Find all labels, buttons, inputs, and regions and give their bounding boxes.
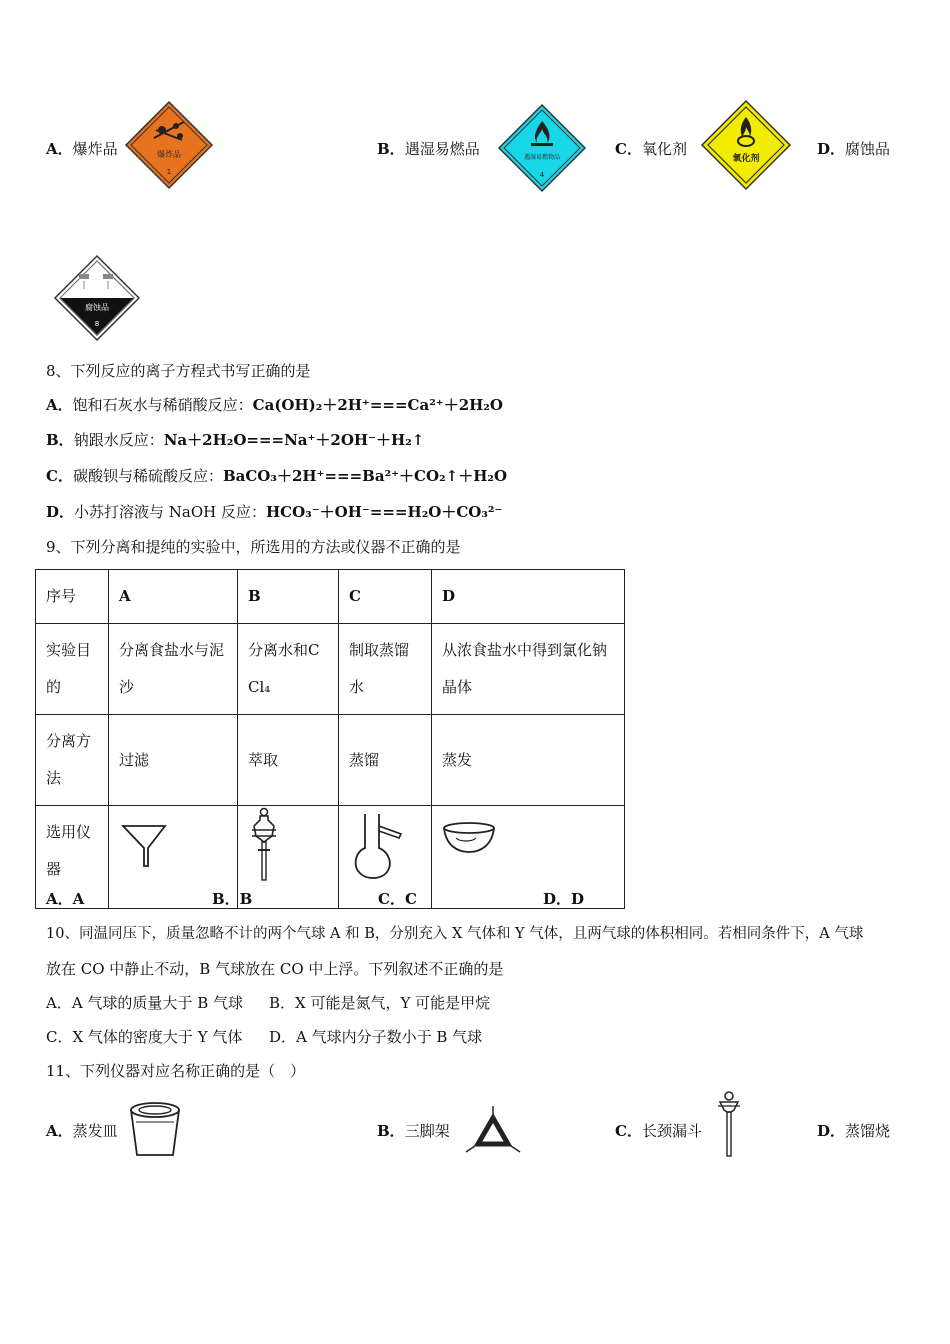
- option-text: 蒸发皿: [72, 1122, 118, 1140]
- option-equation: Ca(OH)₂＋2H⁺===Ca²⁺＋2H₂O: [252, 396, 503, 414]
- flammable-when-wet-sign-icon: [497, 103, 587, 193]
- table-cell: [238, 806, 339, 909]
- option-label: 碳酸钡与稀硫酸反应：: [72, 467, 223, 485]
- header-cell: B: [238, 570, 339, 624]
- option-text: 遇湿易燃品: [404, 140, 480, 158]
- option-text: 氧化剂: [641, 140, 687, 158]
- q10-option-d[interactable]: D．A 气球内分子数小于 B 气球: [269, 1028, 483, 1046]
- row-label: 分离方法: [36, 715, 109, 806]
- sign-number: 1: [166, 168, 172, 176]
- q8-stem: 8、下列反应的离子方程式书写正确的是: [46, 362, 311, 380]
- long-funnel-icon: [714, 1090, 744, 1160]
- q8-option-a[interactable]: [46, 394, 503, 415]
- table-cell: 蒸馏: [339, 715, 432, 806]
- sign-label: 爆炸品: [157, 150, 181, 159]
- table-cell: 分离食盐水与泥沙: [109, 624, 238, 715]
- table-cell: 过滤: [109, 715, 238, 806]
- q11-option-d[interactable]: [817, 1120, 890, 1141]
- row-label: 实验目的: [36, 624, 109, 715]
- sign-label: 遇湿易燃物品: [523, 154, 561, 161]
- q9-answer-d[interactable]: D．D: [543, 890, 585, 908]
- table-cell: 制取蒸馏水: [339, 624, 432, 715]
- option-text: 三脚架: [404, 1122, 450, 1140]
- q7-option-b[interactable]: [377, 138, 480, 159]
- q10-option-a[interactable]: A．A 气球的质量大于 B 气球: [46, 994, 243, 1012]
- header-cell: 序号: [36, 570, 109, 624]
- q9-stem: 9、下列分离和提纯的实验中，所选用的方法或仪器不正确的是: [46, 538, 461, 556]
- table-cell: [432, 806, 625, 909]
- sign-label: 腐蚀品: [85, 303, 109, 312]
- crucible-icon: [128, 1100, 182, 1160]
- header-cell: C: [339, 570, 432, 624]
- header-cell: D: [432, 570, 625, 624]
- option-text: 长颈漏斗: [641, 1122, 702, 1140]
- table-row: [36, 806, 625, 909]
- distilling-flask-icon: [349, 810, 409, 882]
- table-row: [36, 570, 625, 624]
- q8-option-d[interactable]: [46, 501, 502, 522]
- option-label: 饱和石灰水与稀硝酸反应：: [72, 396, 253, 414]
- separatory-funnel-icon: [248, 806, 288, 886]
- option-letter: C．: [615, 1122, 642, 1140]
- oxidizer-sign-icon: [700, 99, 792, 191]
- header-cell: A: [109, 570, 238, 624]
- table-cell: 从浓食盐水中得到氯化钠晶体: [432, 624, 625, 715]
- q7-option-d[interactable]: [817, 138, 890, 159]
- clay-triangle-icon: [464, 1104, 522, 1156]
- option-label: 小苏打溶液与 NaOH 反应：: [74, 503, 266, 521]
- evaporating-dish-icon: [442, 814, 502, 864]
- option-letter: A．: [46, 140, 73, 158]
- q11-option-a[interactable]: [46, 1120, 118, 1141]
- corrosive-sign-icon: [53, 254, 141, 342]
- funnel-icon: [119, 814, 169, 874]
- option-letter: A．: [46, 396, 73, 414]
- option-letter: B．: [377, 1122, 405, 1140]
- table-row: [36, 715, 625, 806]
- q10-stem-line2: 放在 CO 中静止不动，B 气球放在 CO 中上浮。下列叙述不正确的是: [46, 960, 504, 978]
- table-cell: 蒸发: [432, 715, 625, 806]
- q9-answer-a[interactable]: A．A: [46, 890, 85, 908]
- option-text: 腐蚀品: [845, 140, 891, 158]
- q10-stem-line1: 10、同温同压下，质量忽略不计的两个气球 A 和 B，分别充入 X 气体和 Y 气体，且两气球的体积相同。若相同条件下，A 气球: [46, 926, 864, 942]
- q9-answer-c[interactable]: C．C: [378, 890, 417, 908]
- q7-option-c[interactable]: [615, 138, 687, 159]
- q8-option-b[interactable]: [46, 429, 424, 450]
- sign-label: 氧化剂: [732, 154, 760, 164]
- q11-stem: 11、下列仪器对应名称正确的是（ ）: [46, 1062, 306, 1080]
- option-label: 钠跟水反应：: [73, 431, 164, 449]
- option-letter: D．: [817, 140, 846, 158]
- q9-table: [35, 569, 625, 909]
- q8-option-c[interactable]: [46, 465, 507, 486]
- option-letter: D．: [46, 503, 75, 521]
- sign-number: 4: [539, 171, 545, 179]
- q11-option-b[interactable]: [377, 1120, 450, 1141]
- option-text: 蒸馏烧: [845, 1122, 891, 1140]
- option-equation: HCO₃⁻＋OH⁻===H₂O＋CO₃²⁻: [266, 503, 503, 521]
- row-label: 选用仪器: [36, 806, 109, 909]
- option-letter: C．: [46, 467, 73, 485]
- q7-option-a[interactable]: [46, 138, 118, 159]
- table-cell: 萃取: [238, 715, 339, 806]
- sign-number: 8: [94, 320, 100, 328]
- option-equation: BaCO₃＋2H⁺===Ba²⁺＋CO₂↑＋H₂O: [222, 467, 508, 485]
- table-cell: 分离水和CCl₄: [238, 624, 339, 715]
- option-text: 爆炸品: [72, 140, 118, 158]
- option-letter: B．: [46, 431, 74, 449]
- option-equation: Na＋2H₂O===Na⁺＋2OH⁻＋H₂↑: [163, 431, 425, 449]
- q10-option-c[interactable]: C．X 气体的密度大于 Y 气体: [46, 1028, 243, 1046]
- q11-option-c[interactable]: [615, 1120, 702, 1141]
- explosive-sign-icon: [124, 100, 214, 190]
- table-row: [36, 624, 625, 715]
- option-letter: A．: [46, 1122, 73, 1140]
- option-letter: C．: [615, 140, 642, 158]
- option-letter: D．: [817, 1122, 846, 1140]
- option-letter: B．: [377, 140, 405, 158]
- q9-answer-b[interactable]: B．B: [212, 890, 253, 908]
- q10-option-b[interactable]: B．X 可能是氮气，Y 可能是甲烷: [269, 994, 491, 1012]
